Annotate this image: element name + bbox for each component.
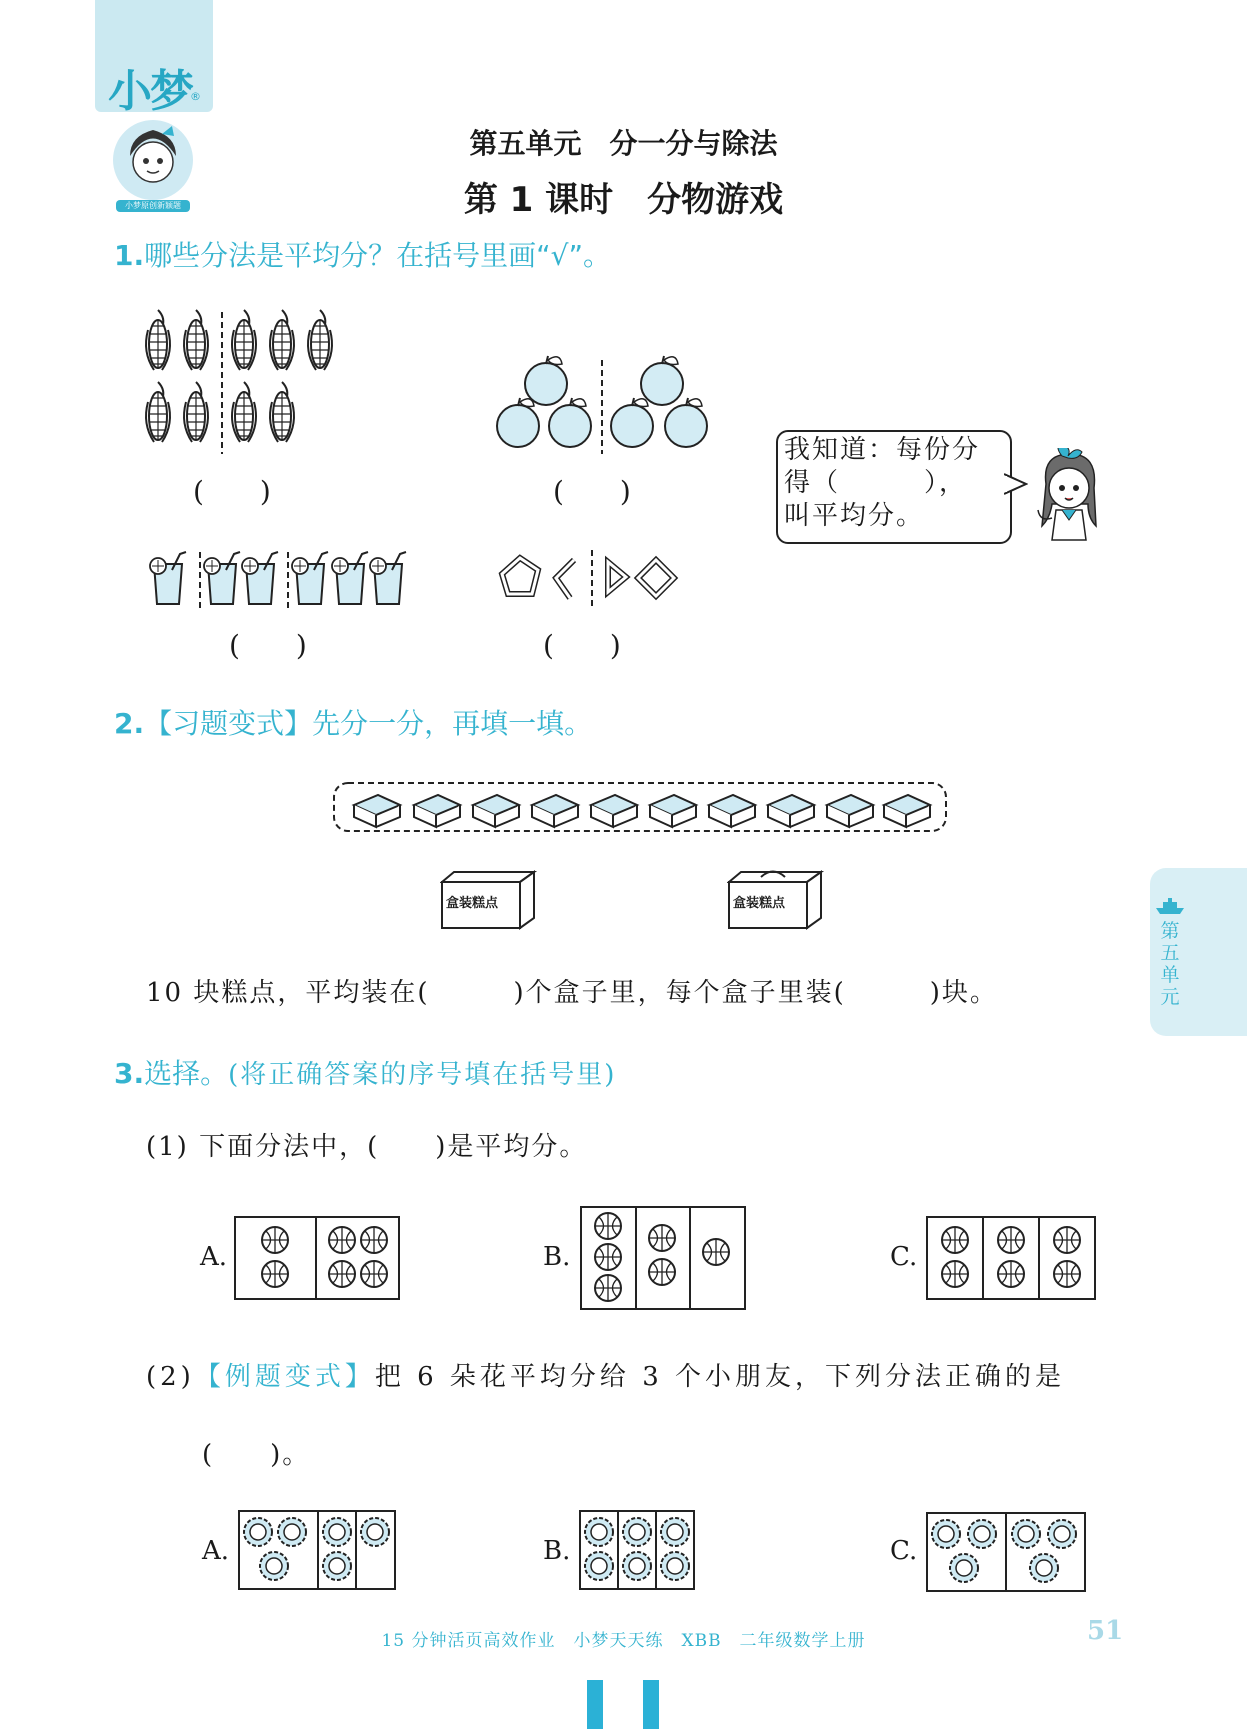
q3-text: 选择。 [144,1057,229,1090]
q2-number: 2. [114,707,145,740]
mascot-caption: 小梦原创新颖题 [125,201,181,210]
q1-blank-drinks[interactable]: ( ) [229,629,307,662]
q3-sub1-option-c-label[interactable]: C. [890,1242,918,1272]
lesson-title: 第 1 课时 分物游戏 [463,180,784,220]
q3-sub2-prefix: (2) [146,1362,195,1392]
q3-prompt [114,1052,616,1092]
q3-sub2-body: 把 6 朵花平均分给 3 个小朋友，下列分法正确的是 [374,1362,1066,1392]
q2-text: 先分一分，再填一填。 [312,707,593,740]
q1-blank-apples[interactable]: ( ) [553,475,631,508]
hint-line-2: 得（ ）， [784,468,968,498]
unit-side-tab-label: 第五单元 [1160,920,1180,1008]
q1-blank-corn[interactable]: ( ) [193,475,271,508]
drinks-illustration [142,550,412,612]
q3-sub2-text [146,1356,1065,1393]
apples-illustration [490,354,712,454]
q1-prompt [114,234,611,274]
q2-tag: 【习题变式】 [144,707,313,740]
bubble-tail [1004,470,1028,500]
q3-sub2-option-c-figure[interactable] [926,1512,1086,1592]
q1-number: 1. [114,239,145,272]
q3-sub1-option-a-label[interactable]: A. [200,1242,228,1272]
pastry-row [332,781,948,833]
footer-text: 15 分钟活页高效作业 小梦天天练 XBB 二年级数学上册 [381,1631,866,1651]
unit-title: 第五单元 分一分与除法 [469,127,778,160]
pastry-box-2-label: 盒装糕点 [733,896,786,911]
ship-icon [1154,898,1186,916]
q3-note: (将正确答案的序号填在括号里) [228,1060,617,1090]
q1-text: 哪些分法是平均分？在括号里画“√”。 [144,239,611,272]
q3-number: 3. [114,1057,145,1090]
girl-icon [1032,448,1104,548]
binding-mark-right [643,1680,659,1729]
q3-sub2-blank[interactable]: ( )。 [202,1440,311,1470]
q3-sub2-tag: 【例题变式】 [194,1362,375,1392]
corn-illustration [140,308,340,458]
registered-mark: ® [190,90,201,103]
hint-line-3: 叫平均分。 [784,501,925,531]
page-number: 51 [1087,1616,1124,1646]
hint-bubble-text [784,434,1006,533]
q3-sub1-option-c-figure[interactable] [926,1216,1096,1300]
q3-sub2-option-a-label[interactable]: A. [202,1536,230,1566]
q1-blank-sticks[interactable]: ( ) [543,629,621,662]
sticks-illustration [492,548,688,610]
brand-logo: 小梦 [108,66,192,117]
hint-line-1: 我知道：每份分 [784,435,981,465]
q3-sub2-option-b-figure[interactable] [579,1510,695,1590]
q3-sub2-option-a-figure[interactable] [238,1510,396,1590]
q3-sub2-option-b-label[interactable]: B. [543,1536,571,1566]
q3-sub1-text[interactable]: (1) 下面分法中，( )是平均分。 [146,1132,588,1162]
binding-mark-left [587,1680,603,1729]
pastry-box-1-label: 盒装糕点 [446,896,499,911]
q3-sub1-option-b-label[interactable]: B. [543,1242,571,1272]
q3-sub1-option-a-figure[interactable] [234,1216,400,1300]
q3-sub1-option-b-figure[interactable] [580,1206,746,1310]
q2-prompt [114,702,592,742]
q2-fill-sentence[interactable]: 10 块糕点，平均装在( )个盒子里，每个盒子里装( )块。 [146,978,998,1008]
q3-sub2-option-c-label[interactable]: C. [890,1536,918,1566]
